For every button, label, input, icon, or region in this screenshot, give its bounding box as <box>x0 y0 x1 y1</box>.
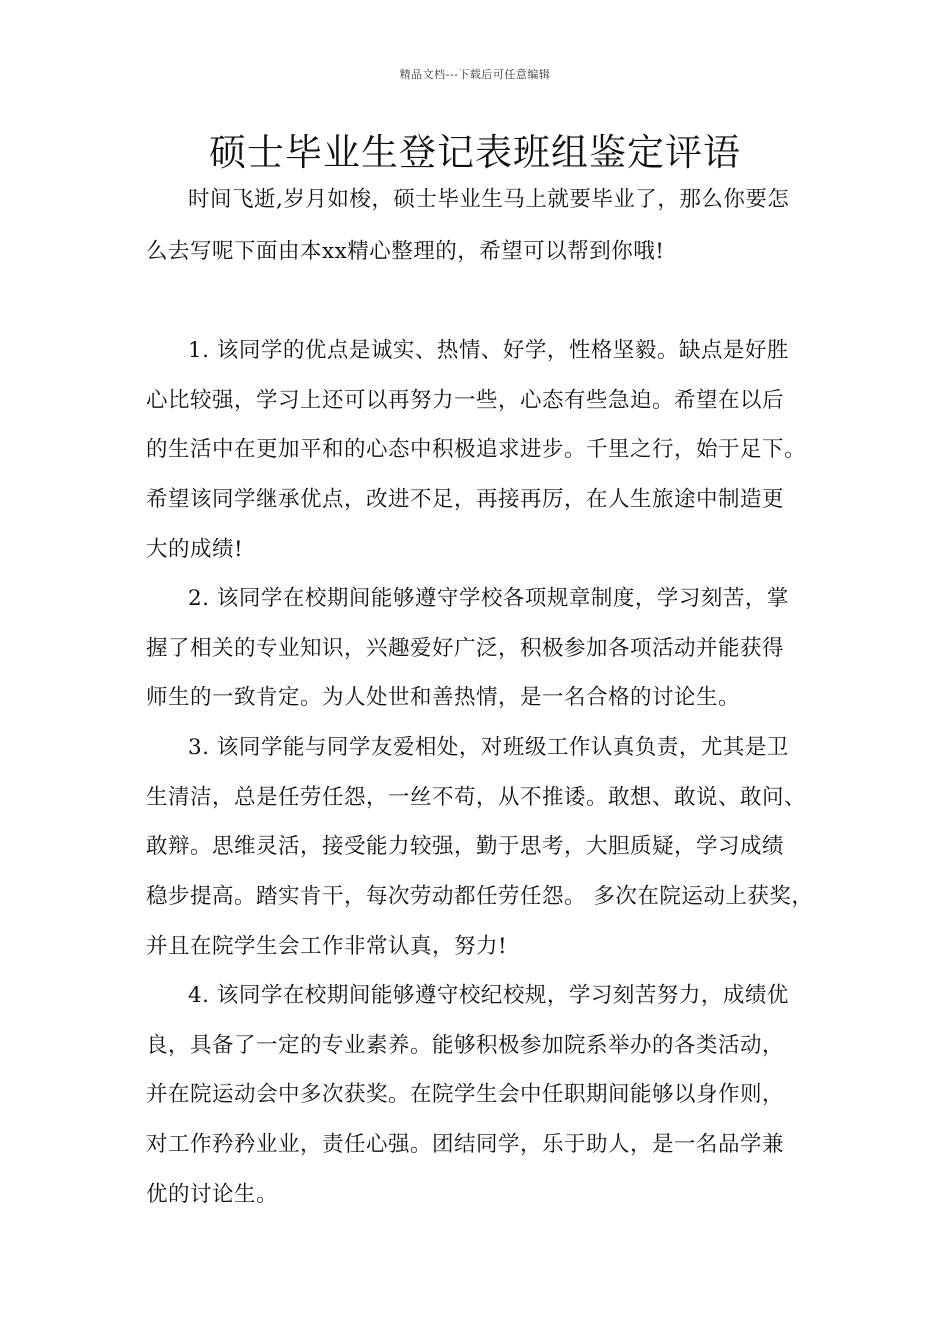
item4-line: 并在院运动会中多次获奖。在院学生会中任职期间能够以身作则， <box>146 1082 785 1107</box>
item2-line: 2. 该同学在校期间能够遵守学校各项规章制度，学习刻苦，掌 <box>188 586 789 611</box>
item4-line: 4. 该同学在校期间能够遵守校纪校规，学习刻苦努力，成绩优 <box>188 983 789 1008</box>
item3-line: 生清洁，总是任劳任怨，一丝不苟，从不推诿。敢想、敢说、敢问、 <box>146 785 807 810</box>
item4-line: 优的讨论生。 <box>146 1182 279 1207</box>
item1-line: 希望该同学继承优点，改进不足，再接再厉，在人生旅途中制造更 <box>146 487 785 512</box>
item3-line: 稳步提高。踏实肯干，每次劳动都任劳任怨。 多次在院运动上获奖， <box>146 884 814 909</box>
page-title: 硕士毕业生登记表班组鉴定评语 <box>209 131 741 174</box>
item1-line: 大的成绩! <box>146 537 244 562</box>
item2-line: 师生的一致肯定。为人处世和善热情，是一名合格的讨论生。 <box>146 685 741 710</box>
item1-line: 1. 该同学的优点是诚实、热情、好学，性格坚毅。缺点是好胜 <box>188 338 789 363</box>
header-note: 精品文档---下载后可任意编辑 <box>399 68 551 81</box>
item4-line: 良，具备了一定的专业素养。能够积极参加院系举办的各类活动， <box>146 1033 785 1058</box>
intro-line: 么去写呢下面由本xx精心整理的，希望可以帮到你哦! <box>146 239 665 264</box>
item2-line: 握了相关的专业知识，兴趣爱好广泛，积极参加各项活动并能获得 <box>146 636 785 661</box>
intro-line: 时间飞逝,岁月如梭，硕士毕业生马上就要毕业了，那么你要怎 <box>188 187 790 212</box>
item3-line: 敢辩。思维灵活，接受能力较强，勤于思考，大胆质疑，学习成绩 <box>146 834 785 859</box>
item1-line: 的生活中在更加平和的心态中积极追求进步。千里之行，始于足下。 <box>146 437 807 462</box>
item4-line: 对工作矜矜业业，责任心强。团结同学，乐于助人，是一名品学兼 <box>146 1132 785 1157</box>
item1-line: 心比较强，学习上还可以再努力一些，心态有些急迫。希望在以后 <box>146 388 785 413</box>
item3-line: 3. 该同学能与同学友爱相处，对班级工作认真负责，尤其是卫 <box>188 735 789 760</box>
item3-line: 并且在院学生会工作非常认真，努力! <box>146 934 508 959</box>
